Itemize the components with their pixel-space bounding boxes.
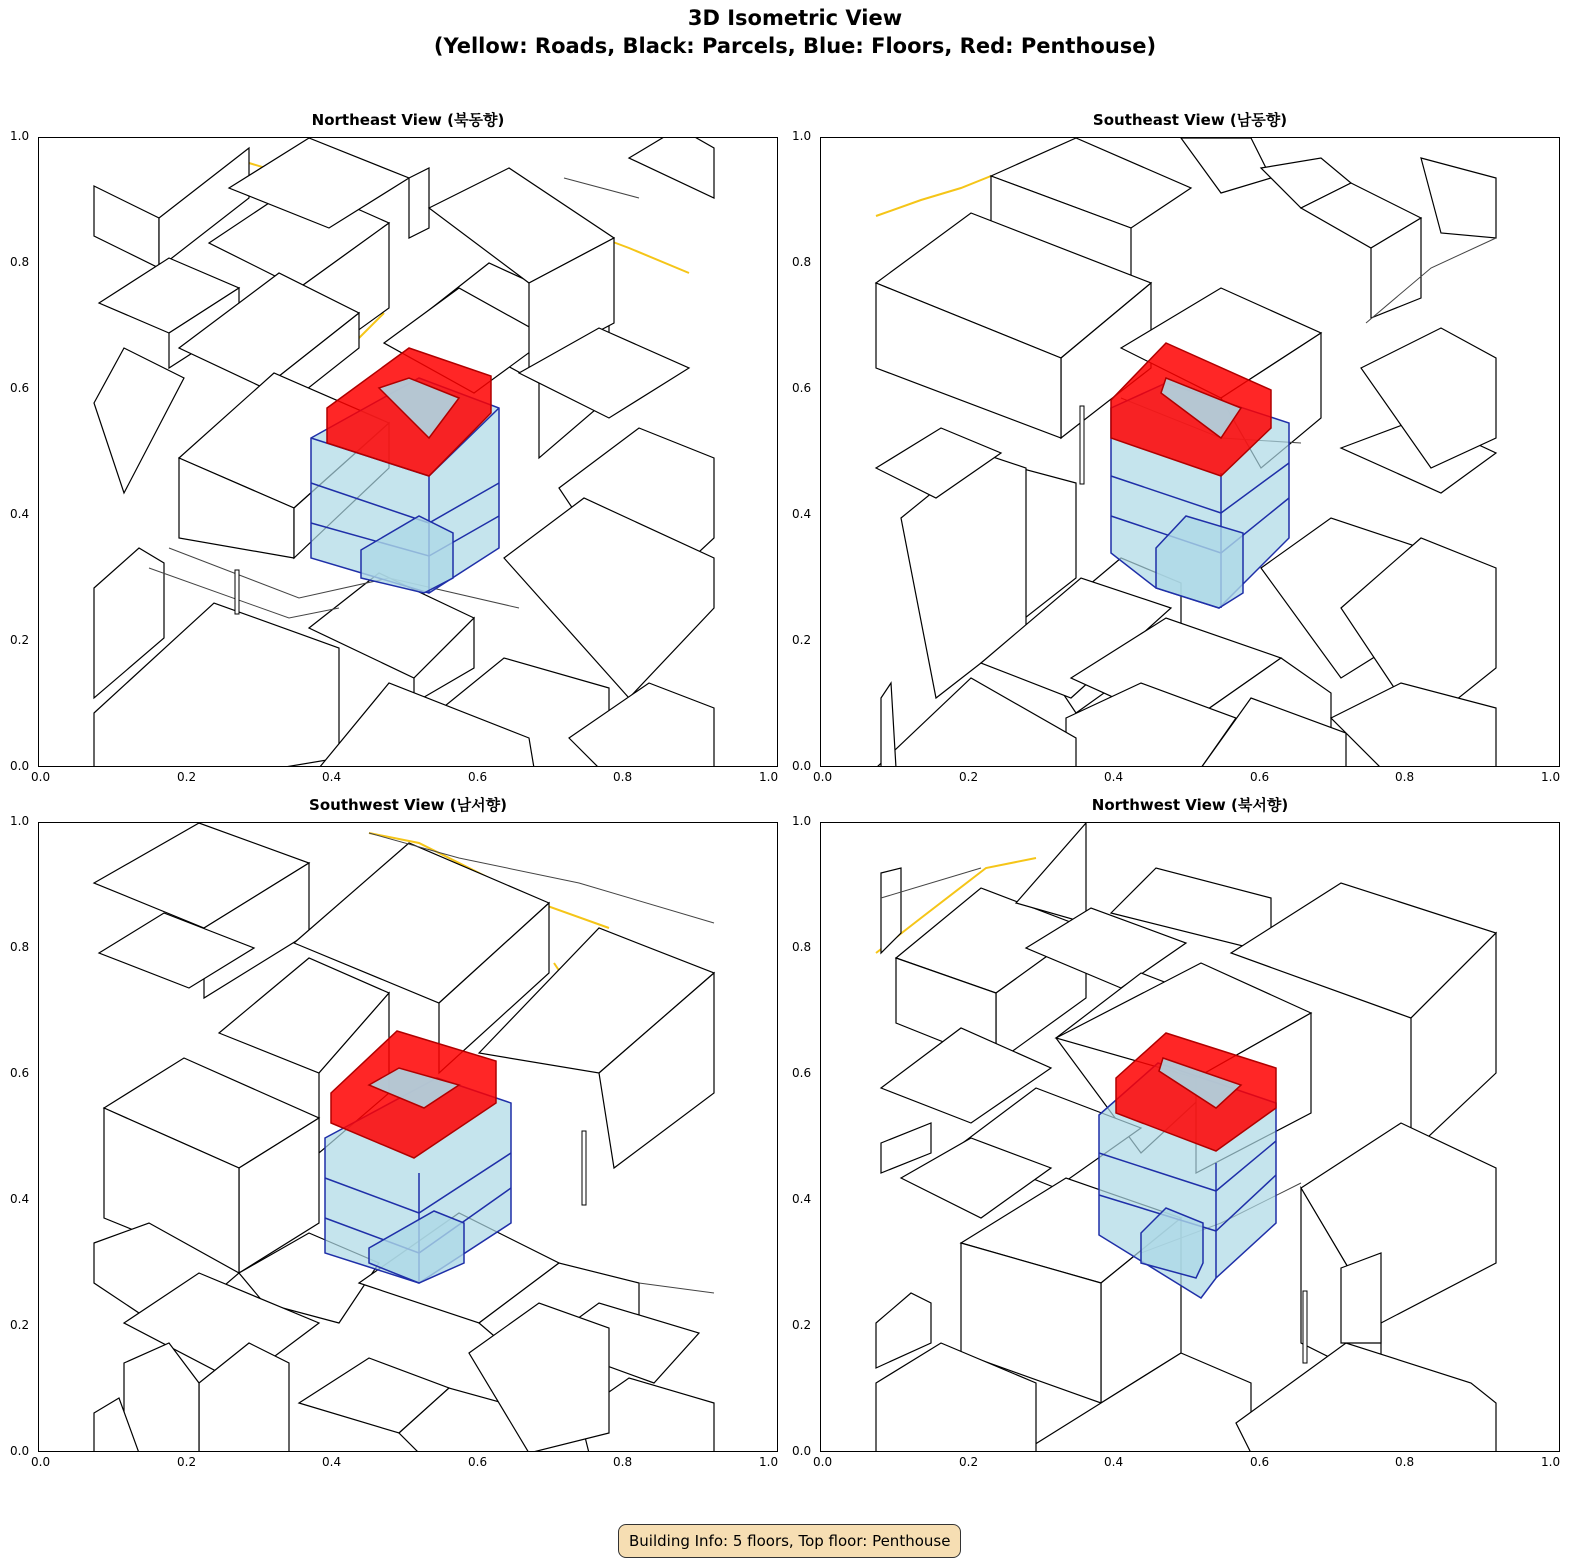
x-tick-0: 0.0 <box>813 1455 833 1469</box>
x-tick-2: 0.4 <box>1104 770 1124 784</box>
x-tick-1: 0.2 <box>959 1455 979 1469</box>
thin-pole <box>582 1131 586 1205</box>
panel-title: Southeast View (남동향) <box>1092 111 1288 129</box>
x-tick-3: 0.6 <box>468 1455 488 1469</box>
plot-area <box>38 137 778 767</box>
panel-title: Southwest View (남서향) <box>309 796 507 814</box>
road-lines <box>876 176 991 216</box>
x-tick-5: 1.0 <box>1541 1455 1561 1469</box>
x-tick-2: 0.4 <box>322 770 342 784</box>
y-tick-1: 0.2 <box>10 1318 30 1332</box>
plot-area <box>820 822 1560 1452</box>
y-tick-1: 0.2 <box>10 633 30 647</box>
x-tick-2: 0.4 <box>322 1455 342 1469</box>
x-tick-0: 0.0 <box>31 1455 51 1469</box>
y-tick-5: 1.0 <box>10 129 30 143</box>
plot-area <box>38 822 778 1452</box>
isometric-scene-northwest <box>821 823 1560 1452</box>
x-tick-3: 0.6 <box>1250 770 1270 784</box>
thin-pole <box>235 570 239 614</box>
y-tick-3: 0.6 <box>10 1066 30 1080</box>
x-tick-3: 0.6 <box>1250 1455 1270 1469</box>
y-tick-4: 0.8 <box>792 940 812 954</box>
x-tick-0: 0.0 <box>31 770 51 784</box>
y-tick-4: 0.8 <box>10 255 30 269</box>
y-tick-2: 0.4 <box>10 1192 30 1206</box>
isometric-scene-southwest <box>39 823 778 1452</box>
x-tick-4: 0.8 <box>613 1455 633 1469</box>
panel-southeast <box>792 111 1561 784</box>
thin-pole <box>1080 406 1084 484</box>
figure-title-line2: (Yellow: Roads, Black: Parcels, Blue: Floors, Red: Penthouse) <box>433 34 1157 58</box>
y-tick-2: 0.4 <box>10 507 30 521</box>
x-tick-4: 0.8 <box>1395 770 1415 784</box>
y-tick-3: 0.6 <box>10 381 30 395</box>
y-tick-5: 1.0 <box>10 814 30 828</box>
y-tick-5: 1.0 <box>792 814 812 828</box>
y-tick-5: 1.0 <box>792 129 812 143</box>
isometric-scene-northeast <box>39 138 778 767</box>
y-tick-0: 0.0 <box>792 1444 812 1458</box>
thin-pole <box>1303 1291 1307 1363</box>
x-tick-5: 1.0 <box>759 770 779 784</box>
x-tick-3: 0.6 <box>468 770 488 784</box>
building-info-label: Building Info: 5 floors, Top floor: Penthouse <box>618 1524 961 1558</box>
y-tick-0: 0.0 <box>10 759 30 773</box>
x-tick-4: 0.8 <box>613 770 633 784</box>
y-tick-2: 0.4 <box>792 1192 812 1206</box>
x-tick-2: 0.4 <box>1104 1455 1124 1469</box>
figure-title-line1: 3D Isometric View <box>687 6 903 30</box>
y-tick-4: 0.8 <box>10 940 30 954</box>
isometric-scene-southeast <box>821 138 1560 767</box>
y-tick-3: 0.6 <box>792 381 812 395</box>
y-tick-4: 0.8 <box>792 255 812 269</box>
panel-southwest <box>10 796 779 1469</box>
panel-northwest <box>792 796 1561 1469</box>
panel-title: Northwest View (북서향) <box>1091 796 1289 814</box>
y-tick-1: 0.2 <box>792 1318 812 1332</box>
panel-title: Northeast View (북동향) <box>311 111 505 129</box>
y-tick-1: 0.2 <box>792 633 812 647</box>
plot-area <box>820 137 1560 767</box>
x-tick-0: 0.0 <box>813 770 833 784</box>
y-tick-2: 0.4 <box>792 507 812 521</box>
x-tick-1: 0.2 <box>177 1455 197 1469</box>
y-tick-0: 0.0 <box>10 1444 30 1458</box>
x-tick-1: 0.2 <box>177 770 197 784</box>
x-tick-1: 0.2 <box>959 770 979 784</box>
x-tick-4: 0.8 <box>1395 1455 1415 1469</box>
y-tick-3: 0.6 <box>792 1066 812 1080</box>
x-tick-5: 1.0 <box>759 1455 779 1469</box>
y-tick-0: 0.0 <box>792 759 812 773</box>
panel-northeast <box>10 111 779 784</box>
x-tick-5: 1.0 <box>1541 770 1561 784</box>
